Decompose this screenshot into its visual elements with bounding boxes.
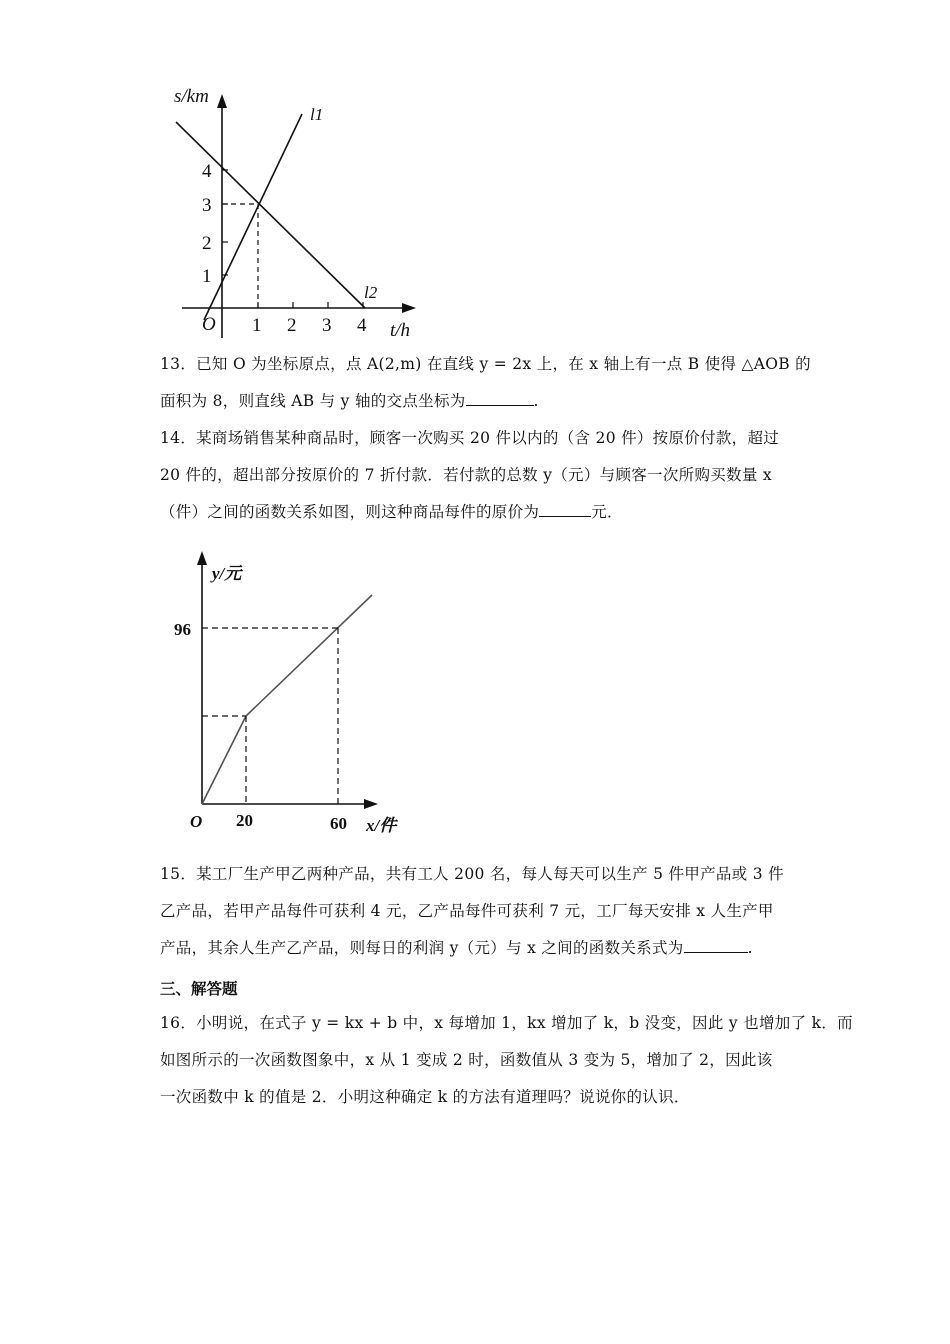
question-15-line2: 乙产品，若甲产品每件可获利 4 元，乙产品每件可获利 7 元，工厂每天安排 x 人生产甲 xyxy=(160,902,774,920)
line-l2-label: l2 xyxy=(364,283,378,302)
y-tick-1: 1 xyxy=(202,266,212,287)
question-16-line2: 如图所示的一次函数图象中，x 从 1 变成 2 时，函数值从 3 变为 5，增加了 2，因此该 xyxy=(160,1051,773,1069)
figure-st-graph xyxy=(160,80,430,345)
question-14-line3: （件）之间的函数关系如图，则这种商品每件的原价为 元． xyxy=(160,503,623,521)
segment-first xyxy=(202,716,246,804)
question-13 xyxy=(160,346,811,420)
x-tick-60: 60 xyxy=(330,814,347,833)
question-16-line3: 一次函数中 k 的值是 2．小明这种确定 k 的方法有道理吗？说说你的认识． xyxy=(160,1088,690,1106)
x-axis-arrow xyxy=(402,303,416,313)
line-l1-label: l1 xyxy=(310,105,324,124)
section-heading: 三、解答题 xyxy=(160,980,238,998)
y-axis-label: s/km xyxy=(174,86,209,107)
question-15-line1: 15．某工厂生产甲乙两种产品，共有工人 200 名，每人每天可以生产 5 件甲产品或 3 件 xyxy=(160,865,784,883)
segment-second xyxy=(246,595,372,716)
question-13-line2: 面积为 8，则直线 AB 与 y 轴的交点坐标为 . xyxy=(160,392,539,410)
question-15 xyxy=(160,856,800,967)
question-15-line3: 产品，其余人生产乙产品，则每日的利润 y（元）与 x 之间的函数关系式为 . xyxy=(160,939,753,957)
origin-label: O xyxy=(202,314,216,335)
answer-blank xyxy=(684,938,748,953)
origin-label: O xyxy=(190,812,203,831)
x-tick-20: 20 xyxy=(236,811,253,830)
y-tick-2: 2 xyxy=(202,233,212,254)
question-14-line2: 20 件的，超出部分按原价的 7 折付款．若付款的总数 y（元）与顾客一次所购买数量 x xyxy=(160,466,772,484)
y-axis-label: y/元 xyxy=(212,564,242,583)
question-16-line1: 16．小明说，在式子 y = kx + b 中，x 每增加 1，kx 增加了 k，b 没变，因此 y 也增加了 k．而 xyxy=(160,1014,853,1032)
question-14-line1: 14．某商场销售某种商品时，顾客一次购买 20 件以内的（含 20 件）按原价付款，超过 xyxy=(160,429,780,447)
figure-price-graph xyxy=(160,545,410,840)
x-axis-arrow xyxy=(364,799,378,809)
y-tick-96: 96 xyxy=(174,620,191,639)
x-axis-label: t/h xyxy=(390,320,411,341)
x-tick-3: 3 xyxy=(322,315,332,336)
y-axis-arrow xyxy=(197,551,207,565)
line-l1 xyxy=(204,114,302,320)
y-axis-arrow xyxy=(217,94,227,108)
answer-blank xyxy=(539,502,591,517)
question-16 xyxy=(160,1005,853,1116)
x-axis-label: x/件 xyxy=(366,816,397,835)
x-tick-4: 4 xyxy=(357,315,367,336)
x-tick-2: 2 xyxy=(287,315,297,336)
question-14 xyxy=(160,420,800,531)
answer-blank xyxy=(466,391,534,406)
y-tick-3: 3 xyxy=(202,195,212,216)
y-tick-4: 4 xyxy=(202,161,212,182)
question-13-line1: 13．已知 O 为坐标原点，点 A(2,m) 在直线 y = 2x 上，在 x 轴上有一点 B 使得 △AOB 的 xyxy=(160,355,811,373)
x-tick-1: 1 xyxy=(252,315,262,336)
